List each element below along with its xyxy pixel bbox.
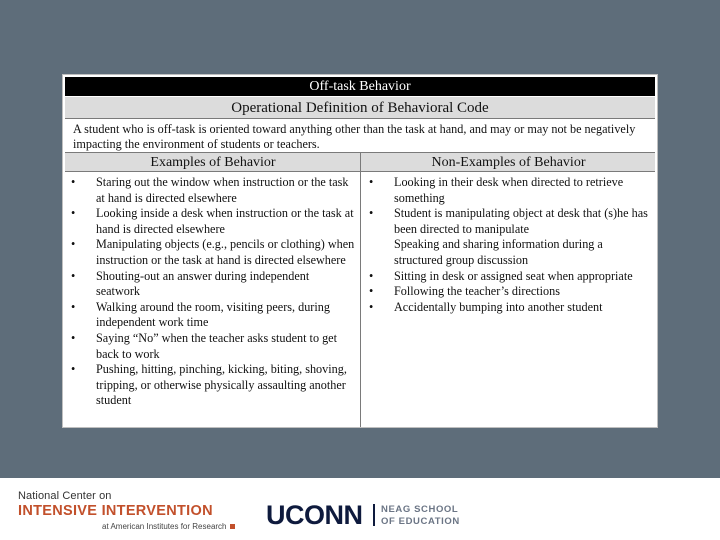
bullet-icon: •: [369, 299, 374, 314]
nci-logo-line3: [102, 522, 235, 531]
bullet-icon: •: [369, 284, 374, 299]
list-item: [71, 331, 355, 362]
uconn-logo-subtitle-2: OF EDUCATION: [381, 516, 460, 527]
list-item: [369, 284, 653, 300]
list-item: [369, 269, 653, 285]
list-item: [369, 206, 653, 237]
table-title: Off-task Behavior: [65, 77, 655, 96]
list-item: [71, 300, 355, 331]
list-item: [71, 175, 355, 206]
bullet-icon: •: [369, 206, 374, 221]
bullet-icon: •: [71, 237, 76, 252]
nonexample-text: Student is manipulating object at desk that (s)he has been directed to manipulate: [394, 206, 648, 236]
nonexample-text: Following the teacher’s directions: [394, 284, 560, 299]
nonexample-text: Sitting in desk or assigned seat when appropriate: [394, 268, 633, 283]
list-item: [369, 237, 653, 268]
list-item: [71, 362, 355, 409]
bullet-icon: •: [71, 299, 76, 314]
list-item: [369, 175, 653, 206]
list-item: [71, 237, 355, 268]
uconn-logo-divider: [373, 504, 375, 526]
example-text: Manipulating objects (e.g., pencils or clothing) when instruction or the task at hand is directed elsewhere: [96, 237, 355, 267]
bullet-icon: •: [71, 175, 76, 189]
bullet-icon: •: [71, 206, 76, 221]
bullet-icon: •: [71, 362, 76, 377]
examples-list: [71, 175, 355, 409]
square-icon: [230, 524, 235, 529]
list-item: [369, 300, 653, 316]
uconn-logo-subtitle-1: NEAG SCHOOL: [381, 504, 459, 515]
nci-logo-line1: National Center on: [18, 490, 112, 502]
nonexamples-list: [369, 175, 653, 315]
nonexample-text: Looking in their desk when directed to retrieve something: [394, 175, 624, 205]
examples-heading: Examples of Behavior: [150, 155, 276, 170]
example-text: Pushing, hitting, pinching, kicking, biting, shoving, tripping, or otherwise physically assaulting another student: [96, 362, 347, 408]
behavior-definition-table: [62, 74, 658, 428]
nonexample-text: Accidentally bumping into another student: [394, 299, 603, 314]
column-divider: [360, 153, 361, 427]
example-text: Shouting-out an answer during independent seatwork: [96, 268, 310, 299]
example-text: Saying “No” when the teacher asks student to get back to work: [96, 330, 337, 361]
definition-text: A student who is off-task is oriented toward anything other than the task at hand, and may or may not be negatively impacting the environment of students or teachers.: [65, 119, 655, 153]
list-item: [71, 206, 355, 237]
example-text: Walking around the room, visiting peers, during independent work time: [96, 299, 330, 330]
bullet-icon: •: [71, 268, 76, 283]
bullet-icon: •: [369, 175, 374, 189]
nci-logo: [18, 490, 258, 536]
bullet-icon: •: [71, 330, 76, 345]
example-text: Staring out the window when instruction or the task at hand is directed elsewhere: [96, 175, 349, 205]
nonexamples-heading: Non-Examples of Behavior: [431, 155, 586, 170]
uconn-logo-wordmark: UCONN: [266, 500, 363, 530]
nonexample-text: Speaking and sharing information during a structured group discussion: [394, 237, 603, 267]
operational-definition-heading: Operational Definition of Behavioral Code: [65, 97, 655, 119]
nci-logo-line3-text: at American Institutes for Research: [102, 522, 227, 531]
nci-logo-line2: INTENSIVE INTERVENTION: [18, 503, 213, 519]
bullet-icon: •: [369, 268, 374, 283]
list-item: [71, 269, 355, 300]
example-text: Looking inside a desk when instruction or the task at hand is directed elsewhere: [96, 206, 354, 236]
